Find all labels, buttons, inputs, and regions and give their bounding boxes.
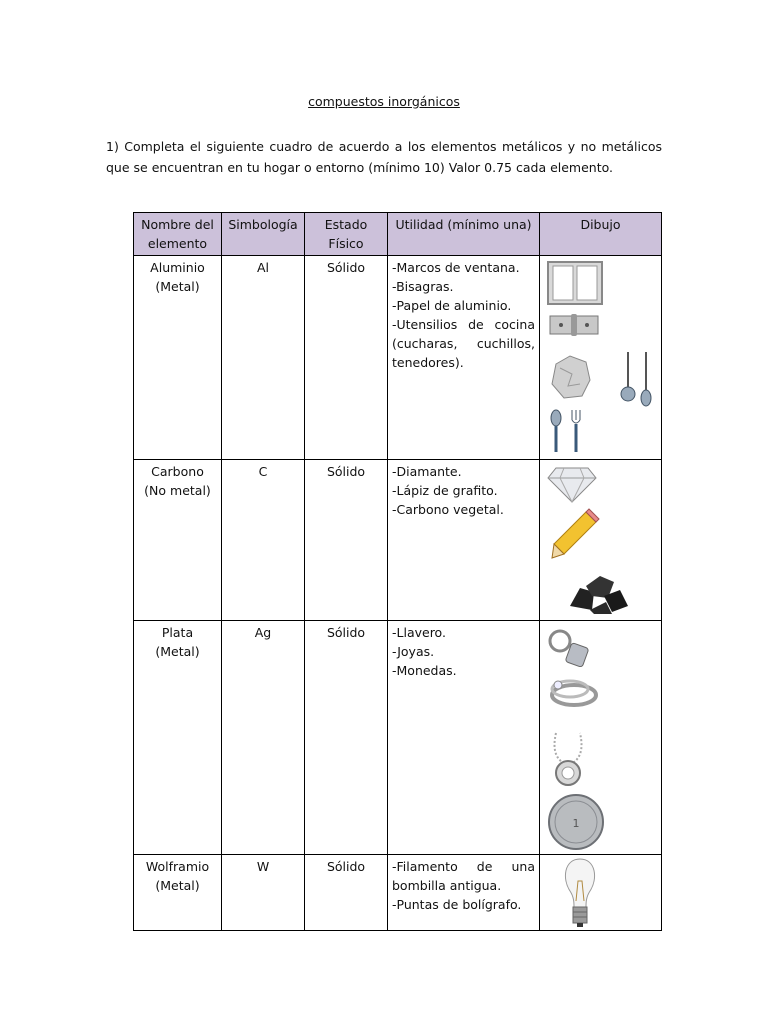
element-symbol: Al <box>222 256 305 460</box>
element-state: Sólido <box>305 460 388 621</box>
use-item: -Marcos de ventana. <box>392 260 520 275</box>
document-title: compuestos inorgánicos <box>308 94 460 109</box>
element-uses-cell <box>388 460 540 621</box>
header-name: Nombre del elemento <box>134 213 222 256</box>
use-item: -Utensilios de cocina (cucharas, cuchillos, tenedores). <box>392 317 535 370</box>
use-item: -Monedas. <box>392 663 457 678</box>
coin-icon <box>546 793 606 851</box>
element-name-cell <box>134 621 222 855</box>
ring-icon <box>546 671 600 711</box>
table-row <box>134 855 662 931</box>
table-row <box>134 460 662 621</box>
spoon-fork-icon <box>546 406 586 456</box>
window-frame-icon <box>546 260 604 306</box>
keychain-icon <box>546 627 592 667</box>
element-state: Sólido <box>305 855 388 931</box>
drawing-cell <box>540 621 662 855</box>
diamond-icon <box>546 464 598 504</box>
element-symbol: Ag <box>222 621 305 855</box>
header-uses: Utilidad (mínimo una) <box>388 213 540 256</box>
necklace-icon <box>546 729 596 789</box>
use-item: -Diamante. <box>392 464 462 479</box>
element-name: Wolframio <box>145 859 210 874</box>
element-name-cell <box>134 256 222 460</box>
header-symbol: Simbología <box>222 213 305 256</box>
use-item: -Bisagras. <box>392 279 454 294</box>
table-row <box>134 256 662 460</box>
drawing-cell <box>540 855 662 931</box>
use-item: -Papel de aluminio. <box>392 298 512 313</box>
element-name: Aluminio <box>150 260 205 275</box>
drawing-cell <box>540 460 662 621</box>
hinge-icon <box>546 310 602 340</box>
light-bulb-icon <box>560 857 600 929</box>
header-state: Estado Físico <box>305 213 388 256</box>
charcoal-icon <box>566 572 630 616</box>
use-item: -Lápiz de grafito. <box>392 483 498 498</box>
element-name: Carbono <box>151 464 204 479</box>
use-item: -Puntas de bolígrafo. <box>392 897 522 912</box>
table-row <box>134 621 662 855</box>
element-name-cell <box>134 855 222 931</box>
header-drawing: Dibujo <box>540 213 662 256</box>
use-item: -Llavero. <box>392 625 446 640</box>
element-type: (Metal) <box>155 279 200 294</box>
element-state: Sólido <box>305 256 388 460</box>
element-uses-cell <box>388 621 540 855</box>
ladle-spoon-icon <box>620 350 658 408</box>
element-symbol: W <box>222 855 305 931</box>
aluminum-foil-icon <box>548 354 592 400</box>
element-name-cell <box>134 460 222 621</box>
element-uses-cell <box>388 855 540 931</box>
element-symbol: C <box>222 460 305 621</box>
element-type: (Metal) <box>155 878 200 893</box>
use-item: -Carbono vegetal. <box>392 502 504 517</box>
instructions-paragraph: 1) Completa el siguiente cuadro de acuerdo a los elementos metálicos y no metálicos que se encuentran en tu hogar o entorno (mínimo 10) Valor 0.75 cada elemento. <box>106 139 662 175</box>
elements-table <box>133 212 662 931</box>
drawing-cell <box>540 256 662 460</box>
element-state: Sólido <box>305 621 388 855</box>
use-item: -Filamento de una bombilla antigua. <box>392 859 535 893</box>
element-type: (Metal) <box>155 644 200 659</box>
use-item: -Joyas. <box>392 644 435 659</box>
element-type: (No metal) <box>144 483 211 498</box>
table-header-row <box>134 213 662 256</box>
svg-text:1: 1 <box>572 817 580 830</box>
element-name: Plata <box>161 625 194 640</box>
element-uses-cell <box>388 256 540 460</box>
pencil-icon <box>550 508 600 560</box>
